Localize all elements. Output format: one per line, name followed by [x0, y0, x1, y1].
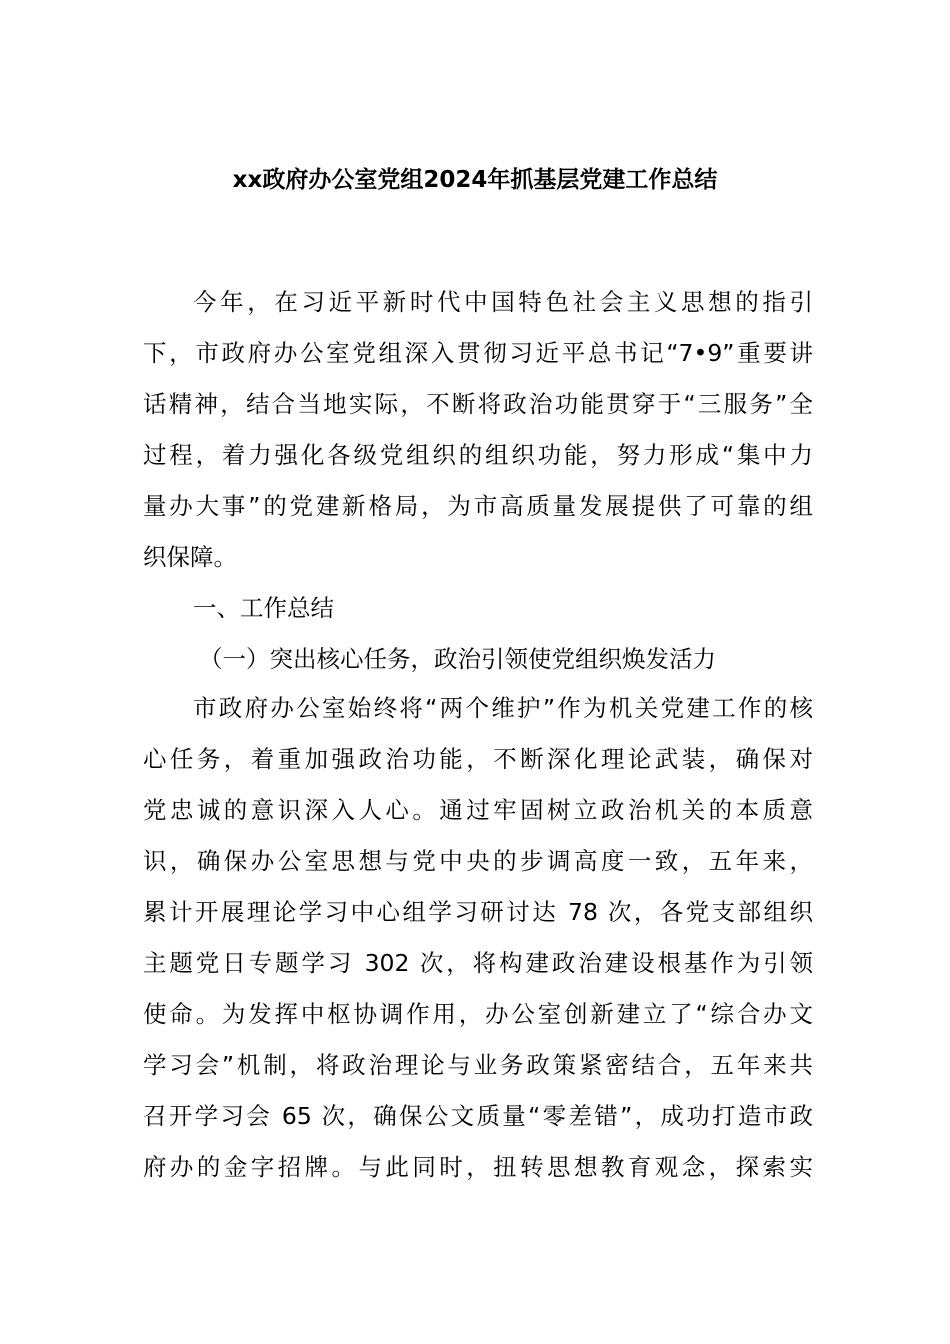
paragraph-line: 召开学习会 65 次，确保公文质量“零差错”，成功打造市政	[143, 1102, 813, 1130]
paragraph-line: 识，确保办公室思想与党中央的步调高度一致，五年来，	[143, 847, 813, 875]
paragraph-line: 下，市政府办公室党组深入贯彻习近平总书记“7•9”重要讲	[143, 339, 813, 367]
document-title: xx政府办公室党组2024年抓基层党建工作总结	[232, 167, 718, 193]
paragraph-line: 心任务，着重加强政治功能，不断深化理论武装，确保对	[143, 745, 813, 773]
paragraph-line: 学习会”机制，将政治理论与业务政策紧密结合，五年来共	[143, 1051, 813, 1079]
subsection-heading: （一）突出核心任务，政治引领使党组织焕发活力	[199, 645, 716, 673]
paragraph-line: 织保障。	[143, 543, 237, 571]
paragraph-line: 今年，在习近平新时代中国特色社会主义思想的指引	[193, 288, 813, 316]
paragraph-line: 话精神，结合当地实际，不断将政治功能贯穿于“三服务”全	[143, 390, 813, 418]
paragraph-line: 主题党日专题学习 302 次，将构建政治建设根基作为引领	[143, 949, 813, 977]
paragraph-line: 使命。为发挥中枢协调作用，办公室创新建立了“综合办文	[143, 1000, 813, 1028]
paragraph-line: 量办大事”的党建新格局，为市高质量发展提供了可靠的组	[143, 492, 813, 520]
paragraph-line: 党忠诚的意识深入人心。通过牢固树立政治机关的本质意	[143, 796, 813, 824]
paragraph-line: 累计开展理论学习中心组学习研讨达 78 次，各党支部组织	[143, 898, 813, 926]
paragraph-line: 府办的金字招牌。与此同时，扭转思想教育观念，探索实	[143, 1153, 813, 1181]
paragraph-line: 过程，着力强化各级党组织的组织功能，努力形成“集中力	[143, 441, 813, 469]
paragraph-line: 市政府办公室始终将“两个维护”作为机关党建工作的核	[193, 694, 813, 722]
section-heading: 一、工作总结	[193, 594, 334, 622]
